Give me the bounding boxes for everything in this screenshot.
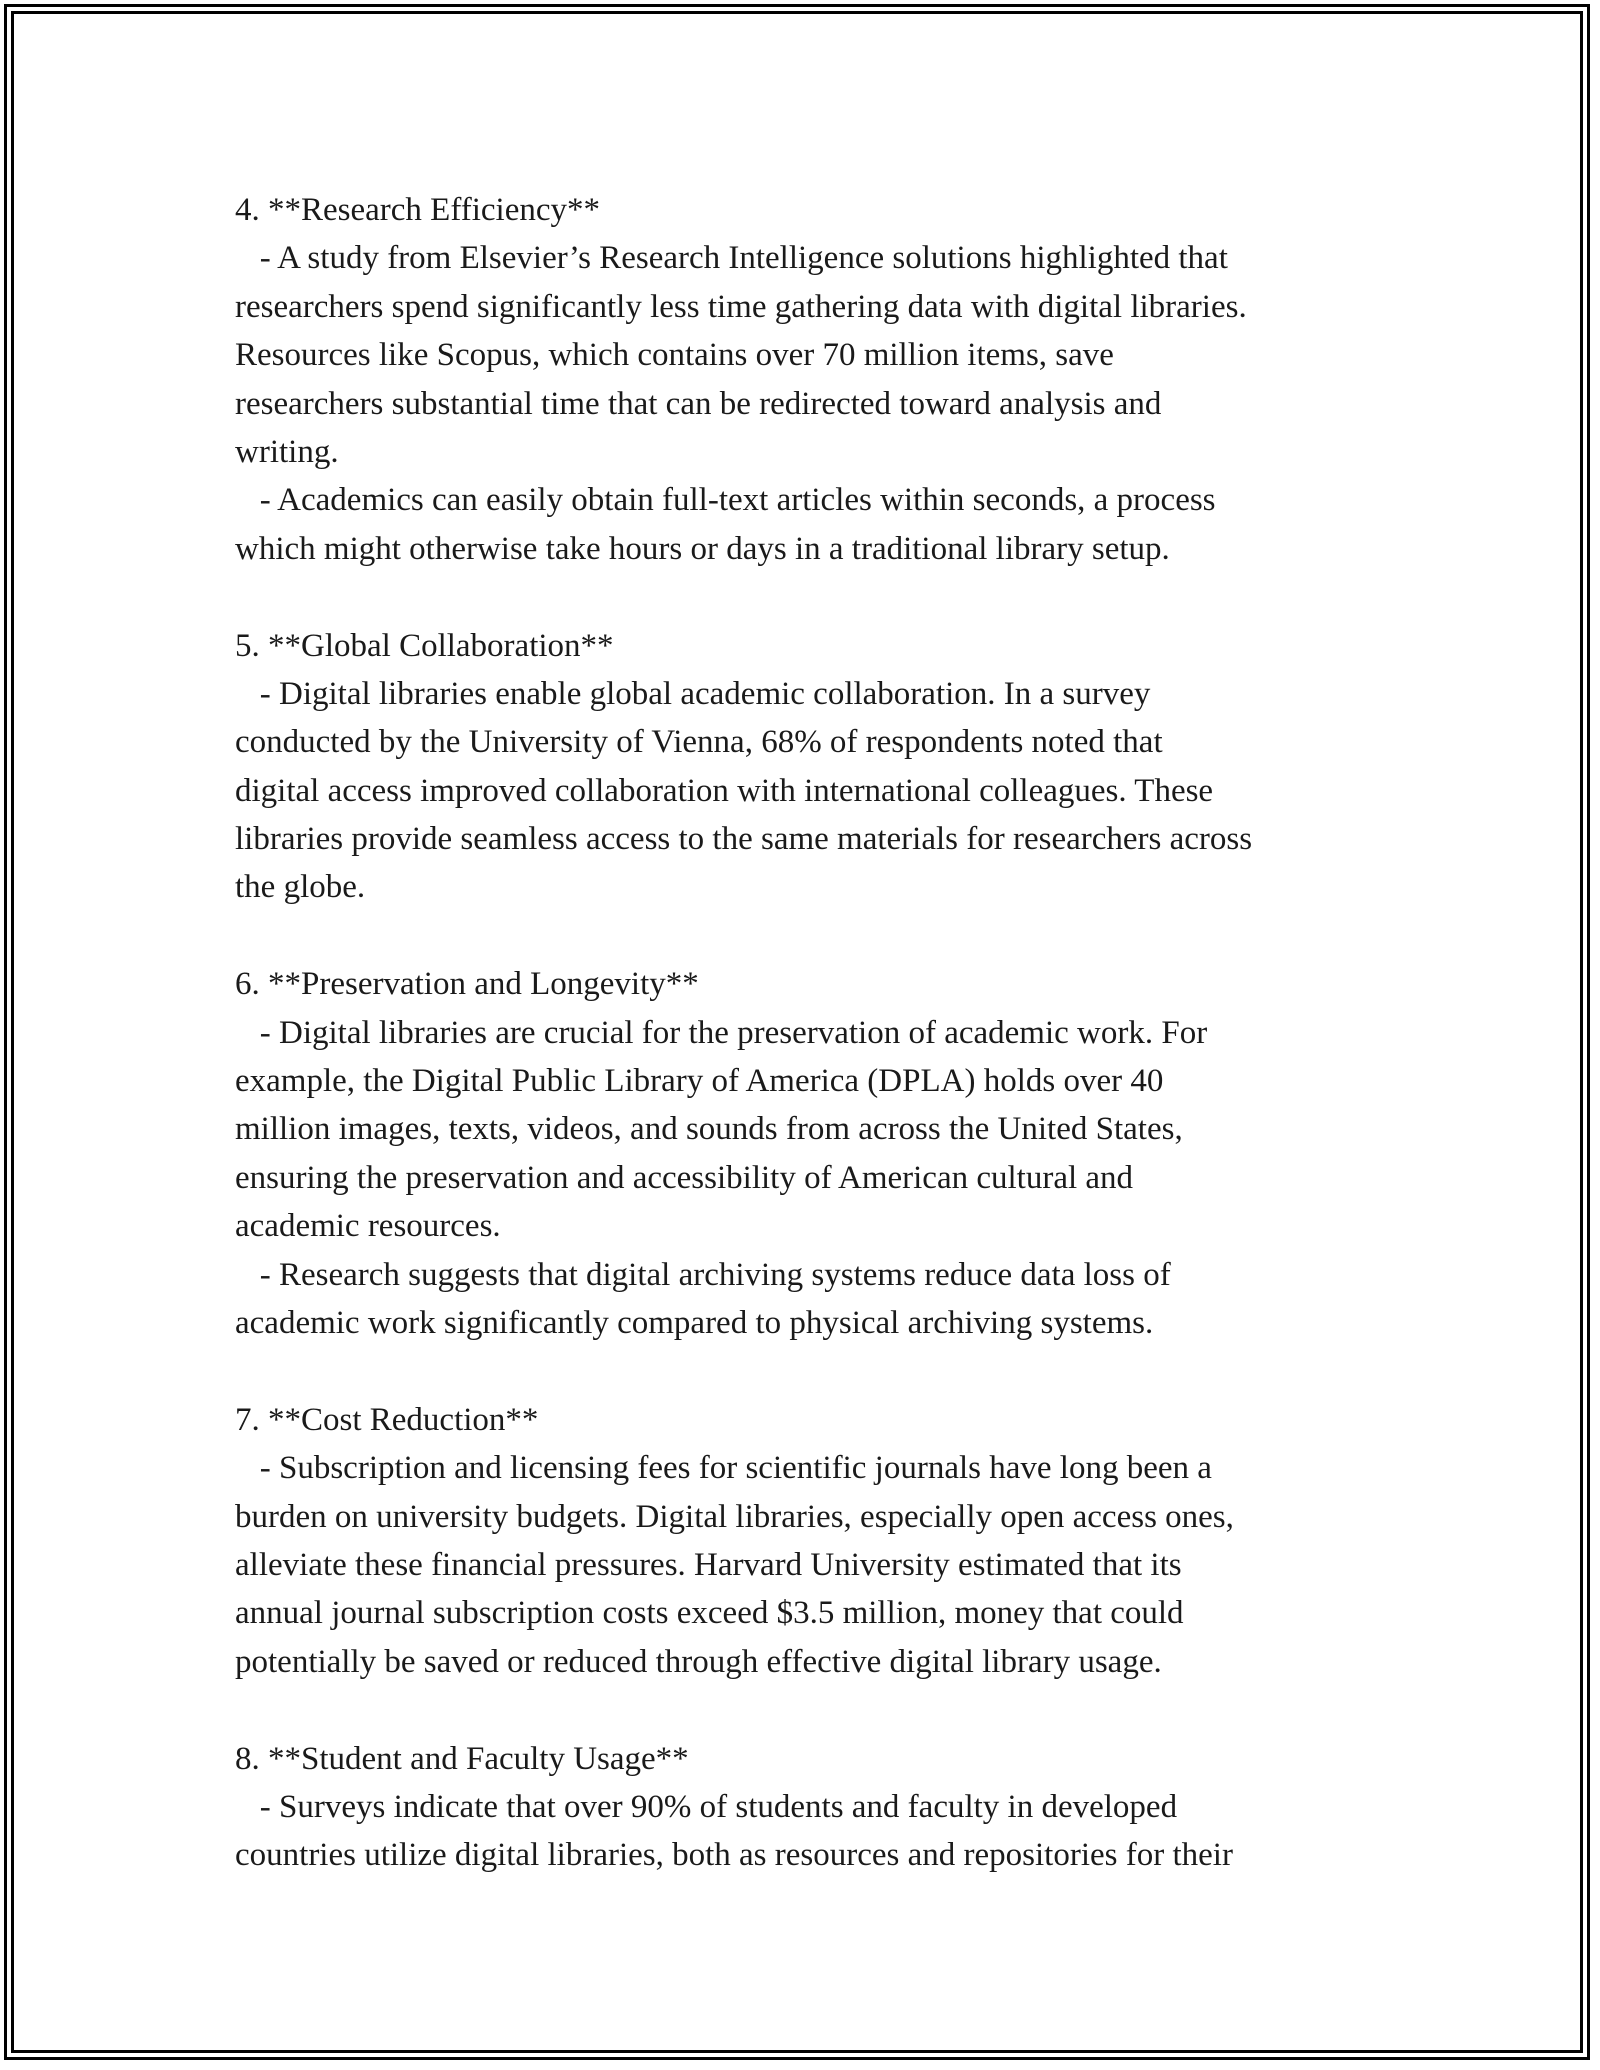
body-line: digital access improved collaboration with international colleagues. These [235,772,1214,809]
section-heading: 6. **Preservation and Longevity** [235,966,699,1003]
body-line: - Digital libraries are crucial for the preservation of academic work. For [235,1014,1208,1051]
body-line: academic work significantly compared to physical archiving systems. [235,1304,1154,1341]
body-line: potentially be saved or reduced through effective digital library usage. [235,1643,1162,1680]
body-line: burden on university budgets. Digital libraries, especially open access ones, [235,1498,1234,1535]
section-global-collaboration [235,622,1385,912]
body-line: million images, texts, videos, and sounds from across the United States, [235,1111,1183,1148]
section-spacer [235,912,1385,960]
body-line: - Surveys indicate that over 90% of students and faculty in developed [235,1788,1178,1825]
body-line: which might otherwise take hours or days in a traditional library setup. [235,530,1170,567]
section-cost-reduction [235,1396,1385,1686]
body-line: academic resources. [235,1208,501,1245]
body-line: researchers spend significantly less time gathering data with digital libraries. [235,288,1247,325]
section-preservation-longevity [235,960,1385,1347]
body-line: researchers substantial time that can be redirected toward analysis and [235,385,1162,422]
body-line: - Academics can easily obtain full-text articles within seconds, a process [235,482,1216,519]
section-spacer [235,1686,1385,1734]
section-heading: 7. **Cost Reduction** [235,1401,539,1438]
document-body [235,186,1385,1880]
body-line: annual journal subscription costs exceed $3.5 million, money that could [235,1595,1184,1632]
section-research-efficiency [235,186,1385,573]
section-heading: 4. **Research Efficiency** [235,192,600,228]
body-line: example, the Digital Public Library of America (DPLA) holds over 40 [235,1063,1164,1100]
body-line: - Subscription and licensing fees for scientific journals have long been a [235,1450,1212,1487]
body-line: ensuring the preservation and accessibility of American cultural and [235,1159,1134,1196]
section-spacer [235,1347,1385,1395]
body-line: - A study from Elsevier’s Research Intelligence solutions highlighted that [235,240,1228,277]
body-line: Resources like Scopus, which contains over 70 million items, save [235,337,1114,374]
body-line: the globe. [235,869,366,906]
section-student-faculty-usage [235,1735,1385,1880]
body-line: countries utilize digital libraries, both as resources and repositories for their [235,1837,1233,1874]
body-line: writing. [235,433,339,470]
section-spacer [235,573,1385,621]
section-heading: 5. **Global Collaboration** [235,627,614,664]
section-heading: 8. **Student and Faculty Usage** [235,1740,689,1777]
body-line: - Research suggests that digital archiving systems reduce data loss of [235,1256,1171,1293]
body-line: libraries provide seamless access to the same materials for researchers across [235,821,1253,858]
body-line: - Digital libraries enable global academic collaboration. In a survey [235,675,1151,712]
body-line: alleviate these financial pressures. Harvard University estimated that its [235,1546,1182,1583]
body-line: conducted by the University of Vienna, 68% of respondents noted that [235,724,1163,761]
